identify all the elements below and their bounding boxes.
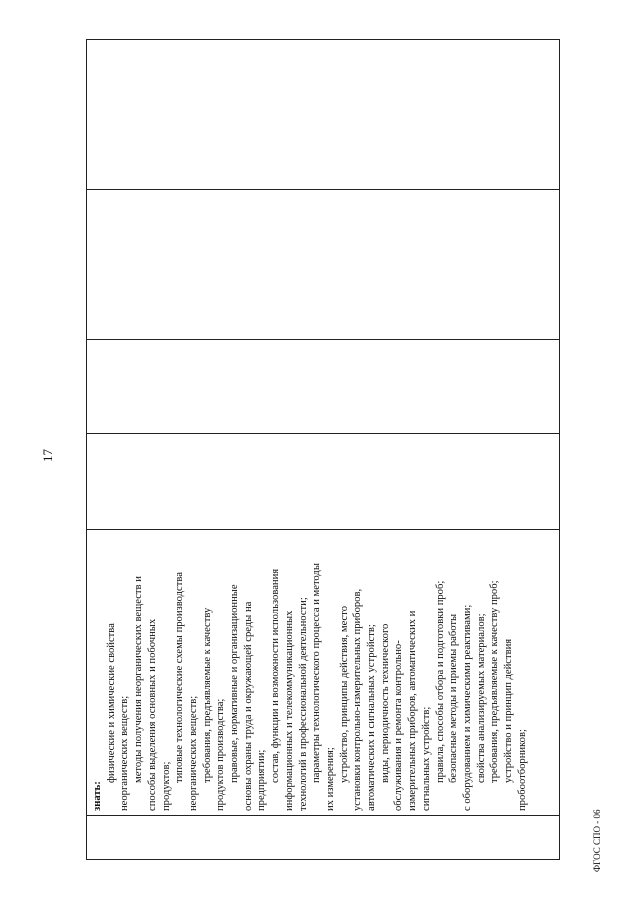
knowledge-line: измерительных приборов, автоматических и — [407, 610, 419, 811]
knowledge-line: обслуживания и ремонта контрольно- — [393, 640, 405, 811]
table-cell-code — [87, 816, 560, 860]
knowledge-line: виды, периодичность технического — [379, 623, 391, 783]
knowledge-line: типовые технологические схемы производства — [174, 572, 186, 783]
table-cell-disciplines — [87, 190, 560, 340]
knowledge-line: параметры технологического процесса и методы — [311, 563, 323, 783]
knowledge-line: неорганических веществ; — [187, 695, 199, 811]
table-cell-hours-max — [87, 434, 560, 530]
knowledge-line: сигнальных устройств; — [420, 706, 432, 811]
footer-code: ФГОС СПО - 06 — [592, 809, 602, 872]
knowledge-list — [87, 530, 530, 815]
knowledge-line: информационных и телекоммуникационных — [283, 610, 295, 811]
table-cell-hours-required — [87, 340, 560, 434]
knowledge-line: требования, предъявляемые к качеству — [201, 607, 213, 783]
knowledge-line: технологий в профессиональной деятельности; — [297, 597, 309, 811]
knowledge-label: знать: — [92, 781, 103, 811]
knowledge-line: с оборудованием и химическими реактивами; — [461, 604, 473, 811]
knowledge-line: безопасные методы и приемы работы — [448, 613, 460, 783]
knowledge-line: методы получения неорганических веществ и — [133, 576, 145, 783]
table-row — [87, 40, 560, 860]
table-cell-knowledge — [87, 530, 560, 816]
knowledge-line: продуктов производства; — [215, 698, 227, 811]
knowledge-line: правовые, нормативные и организационные — [229, 584, 241, 783]
knowledge-line: правила, способы отбора и подготовки проб; — [434, 580, 446, 783]
knowledge-line: состав, функции и возможности использования — [270, 568, 282, 783]
rotated-table-area — [86, 40, 560, 860]
knowledge-line: основы охраны труда и окружающей среды на — [242, 601, 254, 811]
knowledge-line: требования, предъявляемые к качеству проб; — [489, 580, 501, 783]
knowledge-line: устройство, принципы действия, место — [338, 605, 350, 783]
knowledge-line: предприятии; — [256, 749, 268, 811]
knowledge-line: пробоотборников; — [516, 729, 528, 811]
knowledge-line: свойства анализируемых материалов; — [475, 613, 487, 783]
knowledge-line: установки контрольно-измерительных приборов, — [352, 588, 364, 811]
knowledge-line: неорганических веществ; — [119, 695, 131, 811]
knowledge-line: физические и химические свойства — [105, 623, 117, 783]
knowledge-line: способы выделения основных и побочных — [146, 618, 158, 811]
knowledge-line: продуктов; — [160, 761, 172, 811]
knowledge-line: устройство и принцип действия — [503, 638, 515, 783]
knowledge-line: их измерения; — [324, 747, 336, 811]
table-cell-competencies — [87, 40, 560, 190]
knowledge-line: автоматических и сигнальных устройств; — [366, 624, 378, 811]
page-number: 17 — [40, 449, 55, 462]
standard-table — [86, 39, 560, 860]
